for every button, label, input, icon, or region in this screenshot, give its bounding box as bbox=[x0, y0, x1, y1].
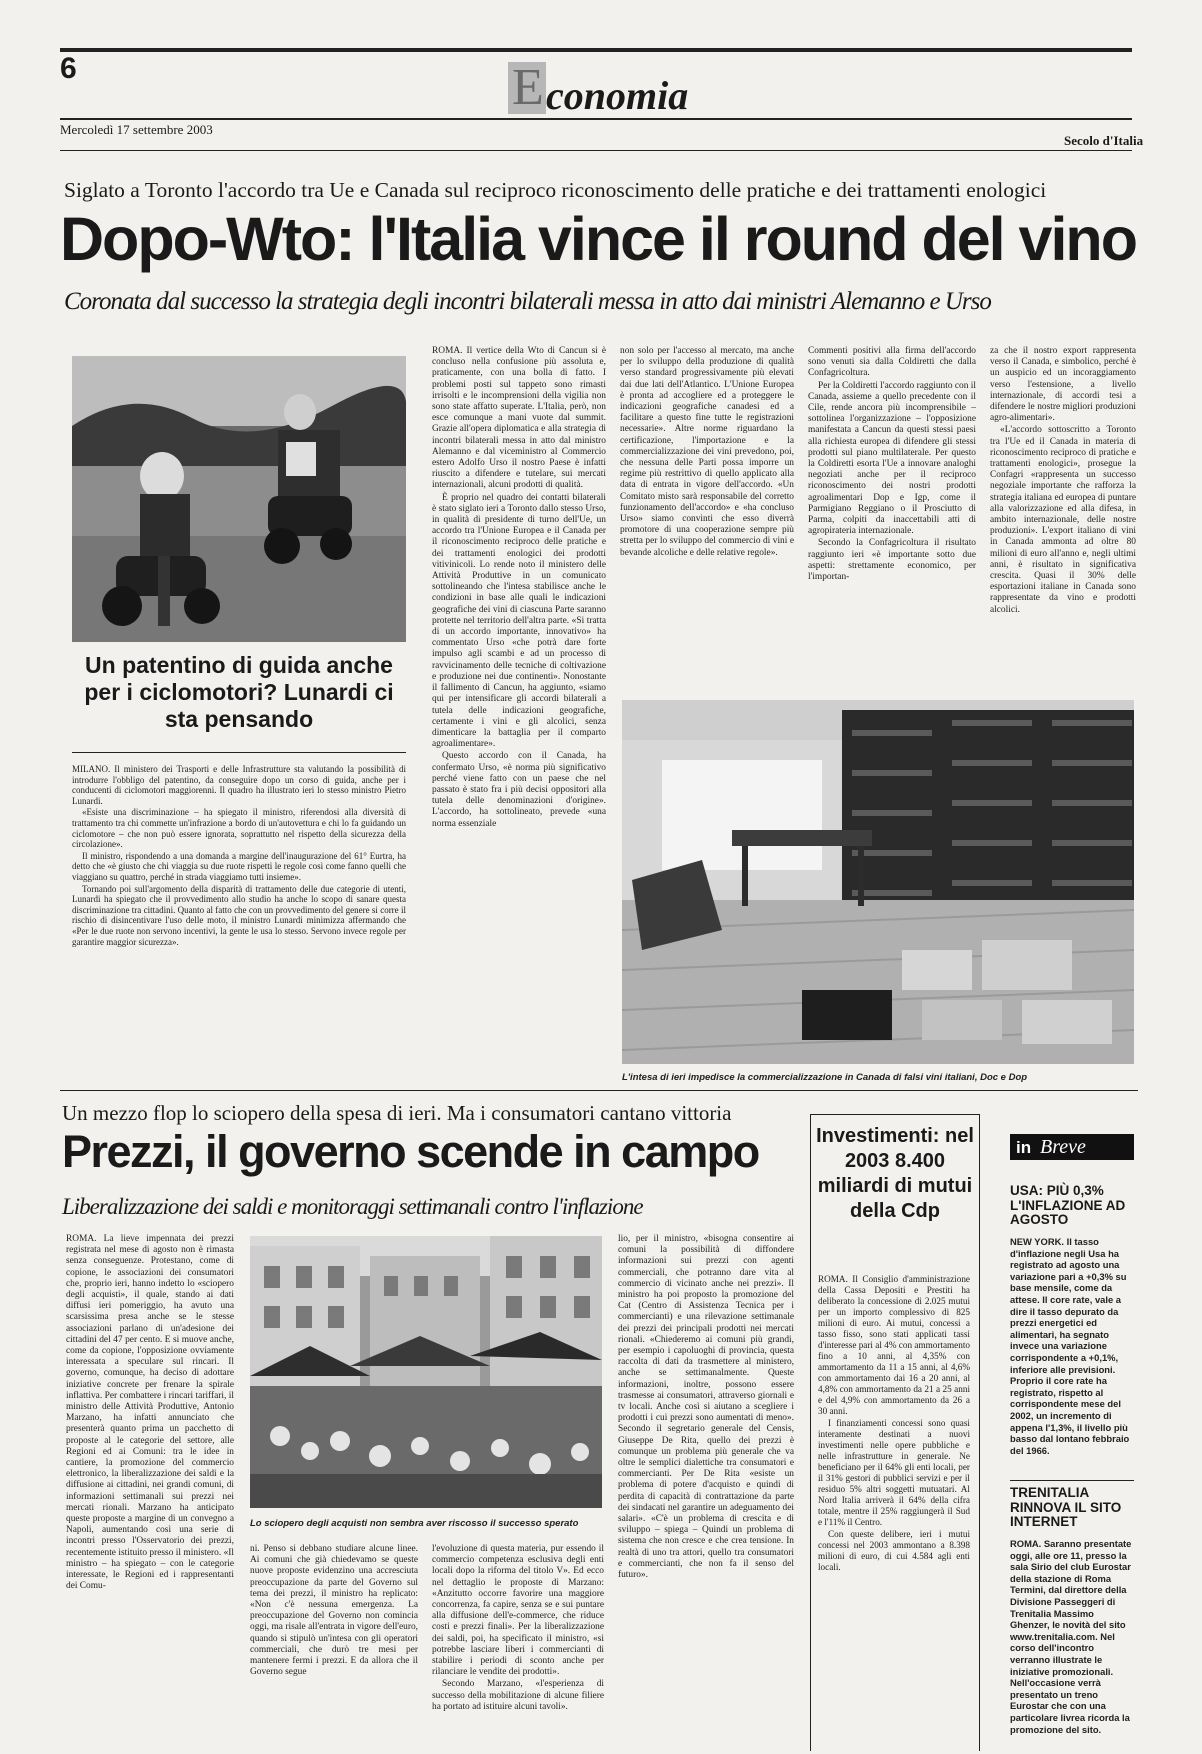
masthead-rule bbox=[60, 118, 1132, 120]
brief-divider bbox=[1010, 1480, 1134, 1481]
masthead-bottom-rule bbox=[60, 150, 1132, 151]
page-number: 6 bbox=[60, 52, 77, 85]
prices-kicker: Un mezzo flop lo sciopero della spesa di ieri. Ma i consumatori cantano vittoria bbox=[62, 1101, 732, 1125]
prices-subhead: Liberalizzazione dei saldi e monitoraggi settimanali contro l'inflazione bbox=[62, 1194, 643, 1219]
investments-paragraph: Con queste delibere, ieri i mutui concessi nel 2003 ammontano a 8.398 milioni di euro, di cui 4.584 agli enti locali. bbox=[818, 1529, 970, 1572]
prices-column-3 bbox=[432, 1544, 604, 1750]
section-title: conomia bbox=[546, 73, 689, 118]
side-story-paragraph: «Esiste una discriminazione – ha spiegato il ministro, riferendosi alla diversità di trattamento tra chi commette un'infrazione a bordo di un'autovettura e chi lo fa guidando un ciclomotore – che non può essere ignorata, soprattutto nel rispetto della sicurezza della circolazione». bbox=[72, 807, 406, 850]
brief-usa-paragraph: NEW YORK. Il tasso d'inflazione negli Usa ha registrato ad agosto una variazione pari a +0,3% su base mensile, come da attese. Il core rate, vale a dire il tasso depurato da prezzi energetici ed alimentari, ha segnato invece una variazione corrispondente a +0,1%, inferiore alle previsioni. Proprio il core rate ha registrato, rispetto al corrispondente mese del 2002, un incremento di appena l'1,3%, il livello più basso dal lontano febbraio del 1966. bbox=[1010, 1236, 1130, 1456]
lead-column-1 bbox=[432, 346, 606, 1082]
lead-paragraph: za che il nostro export rappresenta verso il Canada, e simbolico, perché è un auspicio ed un incoraggiamento verso l'estensione, a livello internazionale, di accordi tesi a difendere le nostre migliori produzioni agro-alimentari». bbox=[990, 346, 1136, 424]
lead-subhead: Coronata dal successo la strategia degli incontri bilaterali messa in atto dai ministri Alemanno e Urso bbox=[64, 288, 991, 315]
lead-paragraph: «L'accordo sottoscritto a Toronto tra l'Ue ed il Canada in materia di riconoscimento reciproco di pratiche e trattamenti enologici», prosegue la Confagri «rappresenta un successo negoziale importante che rafforza la strategia italiana ed europea di puntare alla valorizzazione ed alla difesa, in ambito internazionale, delle nostre produzioni». L'export italiano di vini in Canada ammonta ad oltre 80 milioni di euro all'anno e, negli ultimi anni, è risultato in significativa crescita. Quasi il 30% delle esportazioni italiane in Canada sono rappresentate da vino e prodotti alcolici. bbox=[990, 425, 1136, 615]
lead-paragraph: Secondo la Confagricoltura il risultato raggiunto ieri «è importante sotto due aspetti: strettamente economico, per l'importan- bbox=[808, 538, 976, 583]
in-breve-label bbox=[1010, 1134, 1134, 1160]
lead-paragraph: non solo per l'accesso al mercato, ma anche per lo sviluppo della produzione di qualità verso standard progressivamente più elevati dai due lati dell'Atlantico. L'Unione Europea è pronta ad accogliere ed a proteggere le indicazioni geografiche canadesi ed a facilitare a questo fine tutte le registrazioni necessarie». Altre norme riguardano la certificazione, l'importazione e la commercializzazione dei vini prevedono, poi, che nessuna delle Parti possa imporre un regime più restrittivo di quello applicato alla data di entrata in vigore dell'accordo. «Un Comitato misto sarà responsabile del corretto funzionamento dell'accordo» e «ha concluso Urso» siamo convinti che esso diverrà promotore di una cooperazione sempre più stretta per lo sviluppo del commercio di vini e bevande alcoliche e delle relative regole». bbox=[620, 346, 794, 558]
lead-column-4 bbox=[990, 346, 1136, 690]
section-initial-block bbox=[508, 59, 546, 116]
side-story-body bbox=[72, 764, 406, 1064]
lead-kicker: Siglato a Toronto l'accordo tra Ue e Canada sul reciproco riconoscimento delle pratiche e dei trattamenti enologici bbox=[64, 178, 1047, 202]
side-story-paragraph: Tornando poi sull'argomento della disparità di trattamento delle due categorie di utenti, Lunardi ha spiegato che il provvedimento allo studio ha anche lo scopo di sanare questa discriminazione tra cittadini. Quanto al fatto che con un provvedimento del genere si corre il rischio di disincentivare l'uso delle moto, il ministro Lunardi minimizza affermando che «Per le due ruote non servono incentivi, la gente le usa lo stesso. Servono invece regole per garantire maggior sicurezza». bbox=[72, 883, 406, 947]
wine-cellar-photo bbox=[622, 700, 1134, 1064]
side-story-headline: Un patentino di guida anche per i ciclomotori? Lunardi ci sta pensando bbox=[84, 652, 394, 732]
side-story-rule bbox=[72, 752, 406, 753]
wine-photo-caption: L'intesa di ieri impedisce la commercializzazione in Canada di falsi vini italiani, Doc e Dop bbox=[622, 1072, 1028, 1083]
prices-column-1 bbox=[66, 1234, 234, 1750]
lead-paragraph: Commenti positivi alla firma dell'accordo sono venuti sia dalla Coldiretti che dalla Confagricoltura. bbox=[808, 346, 976, 379]
side-story-paragraph: MILANO. Il ministero dei Trasporti e delle Infrastrutture sta valutando la possibilità di introdurre l'obbligo del patentino, da conseguire dopo un corso di guida, anche per i conducenti di ciclomotori maggiorenni. Il quadro ha illustrato ieri lo stesso ministro Pietro Lunardi. bbox=[72, 764, 406, 806]
lead-paragraph: ROMA. Il vertice della Wto di Cancun si è concluso nella confusione più assoluta e, praticamente, con una bolla di fatto. I problemi posti sul tappeto sono rimasti irrisolti e le incomprensioni della vigilia non sono state affatto superate. L'Italia, però, non esce comunque a mani vuote dal summit. Grazie all'opera diplomatica e alla strategia di incontri bilaterali messa in atto dal ministro Alemanno e dal viceministro al Commercio estero Adolfo Urso il nostro Paese è infatti riuscito a difendere e tutelare, sui mercati internazionali, alcuni prodotti di qualità. bbox=[432, 346, 606, 491]
prices-headline: Prezzi, il governo scende in campo bbox=[62, 1126, 759, 1177]
section-initial: E bbox=[512, 59, 544, 116]
market-photo bbox=[250, 1236, 602, 1508]
lead-paragraph: Per la Coldiretti l'accordo raggiunto con il Canada, assieme a quello precedente con il Cile, rende ancora più incomprensibile – sottolinea l'organizzazione – l'opposizione manifestata a Cancun da questi stessi paesi alla richiesta europea di difendere gli stessi prodotti sul piano multilaterale. Per questo la Coldiretti esorta l'Ue a innovare analoghi negoziati anche per il reciproco riconoscimento dei nostri prodotti agroalimentari Dop e Igp, come il Parmigiano Reggiano o il Prosciutto di Parma, colpiti da inaccettabili atti di agropirateria internazionale. bbox=[808, 380, 976, 537]
brief-usa-headline: USA: PIÙ 0,3% L'INFLAZIONE AD AGOSTO bbox=[1010, 1183, 1126, 1227]
brief-trenitalia-headline: TRENITALIA RINNOVA IL SITO INTERNET bbox=[1010, 1485, 1122, 1529]
in-breve-word: Breve bbox=[1040, 1136, 1086, 1158]
prices-paragraph: Secondo Marzano, «l'esperienza di successo della mobilitazione di alcune filiere ha portato ad istituire alcuni tavoli». bbox=[432, 1679, 604, 1712]
brief-usa-body bbox=[1010, 1236, 1134, 1466]
prices-paragraph: lio, per il ministro, «bisogna consentire ai comuni la possibilità di diffondere informazioni sui prezzi con agenti commerciali, che potranno dare vita al commercio di vicinato anche nei prezzi». Il ministro ha poi proposto la promozione del Cat (Centro di Assistenza Tecnica per i commercianti) e una rilevazione settimanale dei prezzi dei principali prodotti nei mercati rionali. «Chiederemo ai comuni più grandi, per esempio i capoluoghi di provincia, questa raccolta di dati da trasmettere al ministero, anche se settimanalmente. Queste informazioni, inoltre, possono essere trasmesse ai consumatori, attraverso giornali e tv locali. Anche così si aiutano a scegliere i prodotti i cui prezzi sono aumentati di meno». Secondo il segretario generale del Censis, Giuseppe De Rita, quello dei prezzi è comunque un problema più generale che va oltre le semplici dialettiche tra consumatori e commercianti. Per De Rita «esiste un problema di potere d'acquisto e quindi di perdita di capacità di contrattazione da parte dei sindacati nel garantire un adeguamento dei salari». «C'è un problema di crescita e di sviluppo – spiega – Quindi un problema di sistema che non cresce e che crea tensione. In realtà di uno tra attori, quello tra consumatori e commercianti, che non fa il senso del futuro». bbox=[618, 1234, 794, 1581]
side-story-paragraph: Il ministro, rispondendo a una domanda a margine dell'inaugurazione del 61° Eurtra, ha detto che «è giusto che chi viaggia su due ruote rispetti le regole così come fanno quelli che viaggiano su quattro, perché in strada viaggiamo tutti insieme». bbox=[72, 850, 406, 882]
investments-paragraph: I finanziamenti concessi sono quasi interamente destinati a nuovi investimenti nelle opere pubbliche e nelle infrastrutture in generale. Ne beneficiano per il 64% gli enti locali, per il 31% gestori di pubblici servizi e per il residuo 5% altri soggetti mutuatari. Al Nord Italia arriverà il 64% della cifra totale, mentre il 25% raggiungerà il Sud e l'11% il Centro. bbox=[818, 1418, 970, 1527]
market-photo-caption: Lo sciopero degli acquisti non sembra aver riscosso il successo sperato bbox=[250, 1518, 579, 1529]
prices-column-4 bbox=[618, 1234, 794, 1750]
masthead-top-rule bbox=[60, 48, 1132, 52]
lead-paragraph: È proprio nel quadro dei contatti bilaterali è stato siglato ieri a Toronto dallo stesso Urso, in qualità di presidente di turno dell'Ue, un accordo tra l'Unione Europea e il Canada per il riconoscimento reciproco delle pratiche e dei trattamenti enologici dei prodotti vitivinicoli. Lo rende noto il ministero delle Attività Produttive in un comunicato sottolineando che l'intesa stabilisce anche le condizioni in base alle quali le indicazioni geografiche dei vini di ciascuna Parte saranno protette nel territorio dell'altra parte. «Si tratta di un accordo importante, innovativo» ha commentato Urso «che potrà dare forte impulso agli scambi e ad un processo di ravvicinamento delle tecniche di coltivazione e produzione nei due continenti». Nonostante il fallimento di Cancun, ha aggiunto, «siamo qui per intensificare gli accordi bilaterali a tutela delle indicazioni geografiche, certamente i vini e gli alcolici, senza dimenticare la battaglia per il comparto agroalimentare». bbox=[432, 492, 606, 750]
paper-name: Secolo d'Italia bbox=[1064, 133, 1144, 148]
section-divider bbox=[60, 1090, 1138, 1091]
brief-trenitalia-body bbox=[1010, 1538, 1134, 1750]
investments-body bbox=[818, 1274, 970, 1750]
prices-column-2 bbox=[250, 1544, 418, 1750]
brief-trenitalia-paragraph: ROMA. Saranno presentate oggi, alle ore 11, presso la sala Sirio del club Eurostar della stazione di Roma Termini, dal direttore della Divisione Passeggeri di Trenitalia Massimo Ghenzer, le novità del sito www.trenitalia.com. Nel corso dell'incontro verranno illustrate le iniziative promozionali. Nell'occasione verrà presentato un treno Eurostar che con una particolare livrea ricorda la promozione del sito. bbox=[1010, 1538, 1132, 1735]
prices-paragraph: ni. Penso si debbano studiare alcune linee. Ai comuni che già chiedevamo se queste nuove proposte evidenzino una accresciuta preoccupazione da parte del Governo sul tema dei prezzi, il ministro ha replicato: «Non c'è nessuna emergenza. La preoccupazione del Governo non comincia oggi, ma risale all'entrata in vigore dell'euro, quando si stipulò un'intesa con gli operatori commerciali, che durò tre mesi per mantenere fermi i prezzi. E da allora che il Governo segue bbox=[250, 1544, 418, 1678]
investments-paragraph: ROMA. Il Consiglio d'amministrazione della Cassa Depositi e Prestiti ha deliberato la concessione di 2.025 mutui per un importo complessivo di 825 milioni di euro. Ai mutui, concessi a tasso fisso, sono stati applicati tassi d'interesse pari al 4% con ammortamento fino a 10 anni, al 4,35% con ammortamento da 11 a 15 anni, al 4,6% con ammortamento dai 16 a 20 anni, al 4,8% con ammortamento da 21 a 25 anni e del 4,9% con ammortamento da 26 a 30 anni. bbox=[818, 1274, 970, 1416]
lead-column-3 bbox=[808, 346, 976, 690]
prices-paragraph: ROMA. La lieve impennata dei prezzi registrata nel mese di agosto non è rimasta senza conseguenze. Protestano, come di copione, le associazioni dei consumatori che, proprio ieri, hanno indetto lo «sciopero degli acquisti», il quale, stando ai dati diffusi ieri pomeriggio, ha avuto una scarsissima presa anche se le stesse associazioni parlano di un'adesione dei cittadini del 47 per cento. E si muove anche, come da copione, l'opposizione ovviamente interessata a speculare sul rincari. Il governo, comunque, ha deciso di adottare iniziative concrete per frenare la spirale inflattiva. Per combattere i rincari tariffari, il ministro delle Attività Produttive, Antonio Marzano, ha infatti annunciato che presenterà quanto prima un pacchetto di proposte al le categorie del settore, alle Regioni ed ai Comuni: tra le idee in cantiere, la promozione del commercio elettronico, la liberalizzazione dei saldi e la diffusione ai cittadini, nei grandi comuni, di informazioni settimanali sui prezzi nei mercati rionali. Marzano ha anticipato queste proposte a margine di un convegno a Napoli, aumentando così una serie di incontri presso l'Osservatorio dei prezzi, recentemente istituito presso il ministero. «Il ministro – ha spiegato – con le categorie interessate, le Regioni ed i rappresentanti dei Comu- bbox=[66, 1234, 234, 1592]
issue-date: Mercoledì 17 settembre 2003 bbox=[60, 122, 213, 137]
lead-column-2 bbox=[620, 346, 794, 690]
lead-paragraph: Questo accordo con il Canada, ha confermato Urso, «è norma più significativo perché viene fatto con un paese che nel passato è stato fra i più decisi oppositori alla tutela delle denominazioni d'origine». L'accordo, ha sottolineato, prevede «una norma essenziale bbox=[432, 751, 606, 829]
prices-paragraph: l'evoluzione di questa materia, pur essendo il commercio competenza esclusiva degli enti locali dopo la riforma del titolo V». Ed ecco nel dettaglio le proposte di Marzano: «Anzitutto occorre favorire una maggiore concorrenza, fa capire, senza se e sui puntare alla diffusione dell'e-commerce, che riduce costi e prezzi finali». Per la liberalizzazione dei saldi, poi, ha specificato il ministro, «si potrebbe lasciare liberi i commercianti di stabilire i periodi di sconto anche per rilanciare le vendite dei prodotti». bbox=[432, 1544, 604, 1678]
scooter-photo bbox=[72, 356, 406, 642]
in-breve-prefix: in bbox=[1016, 1138, 1032, 1157]
lead-headline: Dopo-Wto: l'Italia vince il round del vino bbox=[60, 205, 1136, 273]
investments-headline: Investimenti: nel 2003 8.400 miliardi di mutui della Cdp bbox=[816, 1125, 974, 1222]
